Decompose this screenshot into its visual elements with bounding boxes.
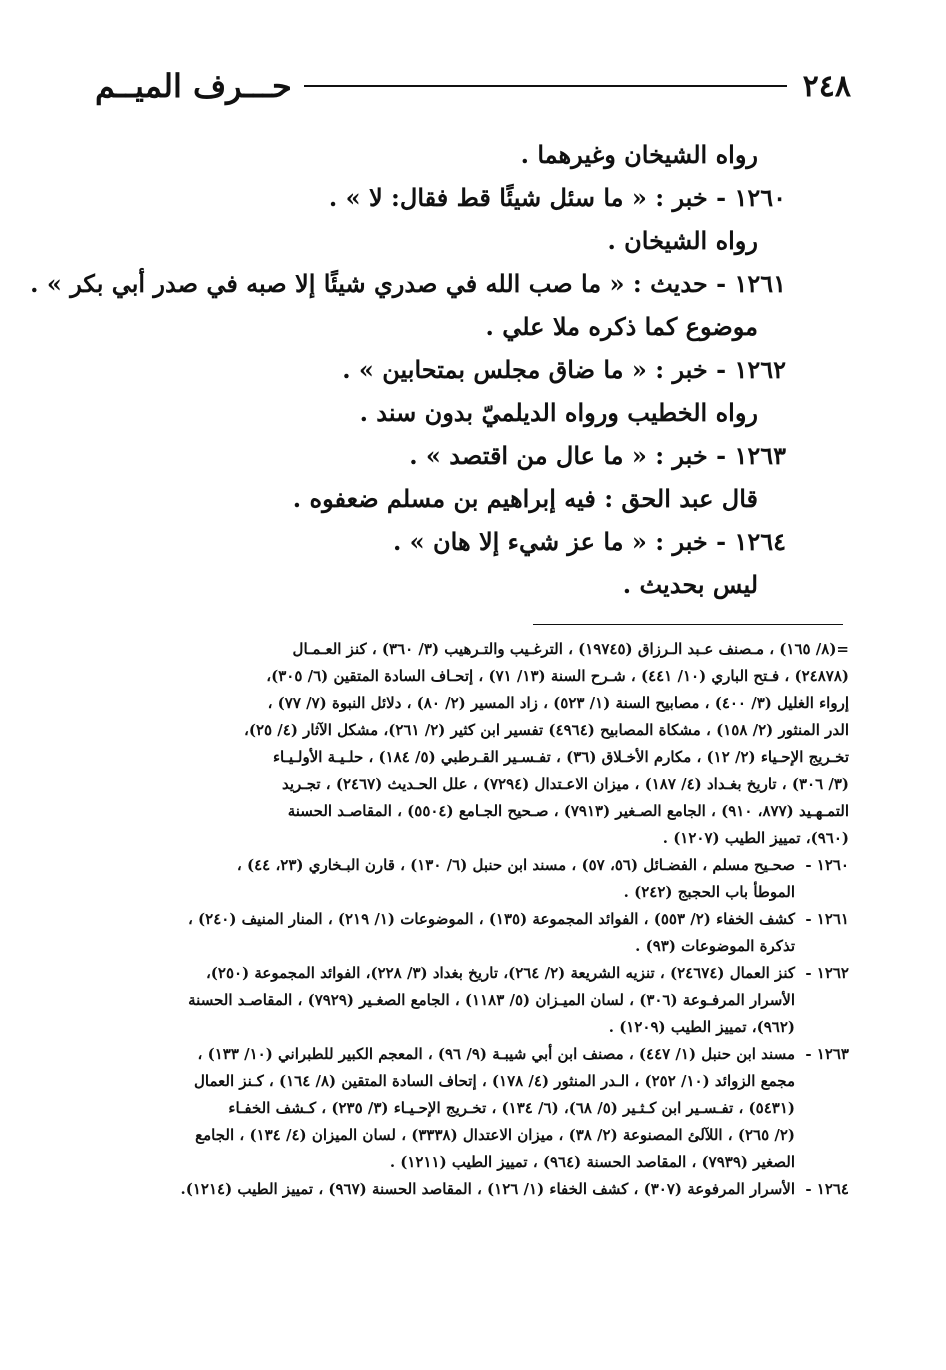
footnote-text: =(٨/ ١٦٥) ، مـصنف عـبد الـرزاق (١٩٧٤٥) ، الترغـيب والتـرهيب (٣/ ٣٦٠) ، كنز العـمـال xyxy=(292,640,849,658)
footnote-line xyxy=(100,1176,849,1203)
footnote-number: ١٢٦٠ - xyxy=(805,856,849,874)
footnote-text: (٢٤٨٧٨) ، فـتح الباري (١٠/ ٤٤١) ، شـرح السنة (١٣/ ٧١) ، إتحـاف السادة المتقين (٦/ ٣٠٥)، xyxy=(266,667,849,685)
footnote-text: (٢/ ٢٦٥) ، اللآلئ المصنوعة (٢/ ٣٨) ، ميزان الاعتدال (٣٣٣٨) ، لسان الميزان (٤/ ١٣٤) ، الجامع xyxy=(195,1126,795,1144)
footnote-line xyxy=(100,879,849,906)
chapter-title: حـــرف الميــم xyxy=(95,67,292,105)
footnote-line xyxy=(100,1041,849,1068)
footnote-text: التمـهـيد (٨٧٧، ٩١٠) ، الجامع الصـغير (٧٩١٣) ، صـحيح الجـامع (٥٥٠٤) ، المقاصـد الحسنة xyxy=(287,802,849,820)
text-line: رواه الخطيب ورواه الديلميّ بدون سند . xyxy=(359,398,758,427)
footnote-separator xyxy=(533,624,843,625)
footnote-number: ١٢٦٢ - xyxy=(805,964,849,982)
footnote-line xyxy=(100,636,849,663)
footnote-line xyxy=(100,771,849,798)
text-line: ١٢٦٢ - خبر : « ما ضاق مجلس بمتحابين » . xyxy=(342,355,786,384)
text-line: ١٢٦١ - حديث : « ما صب الله في صدري شيئًا إلا صبه في صدر أبي بكر » . xyxy=(30,269,786,298)
footnote-line xyxy=(100,717,849,744)
header-rule xyxy=(304,85,787,87)
footnote-line xyxy=(100,987,849,1014)
page-header xyxy=(95,62,851,110)
footnote-text: الأسرار المرفوعة (٣٠٧) ، كشف الخفاء (١/ ١٢٦) ، المقاصد الحسنة (٩٦٧) ، تمييز الطيب (١٢١٤). xyxy=(180,1180,795,1198)
footnote-text: كشف الخفاء (٢/ ٥٥٣) ، الفوائد المجموعة (١٣٥) ، الموضوعات (١/ ٢١٩) ، المنار المنيف (٢٤٠) ، xyxy=(187,910,795,928)
footnote-line xyxy=(100,852,849,879)
footnote-line xyxy=(100,933,849,960)
footnote-text: تخـريج الإحـياء (٢/ ١٢) ، مكارم الأخـلاق (٣٦) ، تفـسـير القـرطبي (٥/ ١٨٤) ، حلـيـة الأولـيـاء xyxy=(272,748,849,766)
footnote-number: ١٢٦٣ - xyxy=(805,1045,849,1063)
footnote-line xyxy=(100,663,849,690)
footnote-text: (٩٦٠)، تمييز الطيب (١٢٠٧) . xyxy=(662,829,849,847)
footnote-line xyxy=(100,1149,849,1176)
main-text xyxy=(30,133,786,606)
footnotes xyxy=(100,636,849,1203)
footnote-line xyxy=(100,1122,849,1149)
footnote-line xyxy=(100,825,849,852)
footnote-text: صحـيح مسلم ، الفضـائل (٥٦، ٥٧) ، مسند ابن حنبل (٦/ ١٣٠) ، قارن البـخاري (٢٣، ٤٤) ، xyxy=(236,856,795,874)
page-number: ٢٤٨ xyxy=(802,68,851,104)
footnote-text: إرواء الغليل (٣/ ٤٠٠) ، مصابيح السنة (١/ ٥٢٣) ، زاد المسير (٢/ ٨٠) ، دلائل النبوة (٧/ ٧٧) ، xyxy=(267,694,849,712)
footnote-number: ١٢٦١ - xyxy=(805,910,849,928)
footnote-text: (٩٦٢)، تمييز الطيب (١٢٠٩) . xyxy=(608,1018,795,1036)
text-line: ١٢٦٠ - خبر : « ما سئل شيئًا قط فقال: لا » . xyxy=(328,183,786,212)
footnote-text: مسند ابن حنبل (١/ ٤٤٧) ، مصنف ابن أبي شيبـة (٩/ ٩٦) ، المعجم الكبير للطبراني (١٠/ ١٣٣) ، xyxy=(197,1045,795,1063)
text-line: قال عبد الحق : فيه إبراهيم بن مسلم ضعفوه . xyxy=(292,484,758,513)
text-line: رواه الشيخان . xyxy=(607,226,758,255)
footnote-text: الأسرار المرفـوعة (٣٠٦) ، لسان الميـزان (٥/ ١١٨٣) ، الجامع الصغـير (٧٩٢٩) ، المقاصـد الحسنة xyxy=(188,991,795,1009)
footnote-line xyxy=(100,690,849,717)
footnote-text: كنز العمال (٢٤٦٧٤) ، تنزيه الشريعة (٢/ ٢٦٤)، تاريخ بغداد (٣/ ٢٢٨)، الفوائد المجموعة (٢٥٠)، xyxy=(205,964,795,982)
footnote-text: مجمع الزوائد (١٠/ ٢٥٢) ، الـدر المنثور (٤/ ١٧٨) ، إتحاف السادة المتقين (٨/ ١٦٤) ، كـنز العمال xyxy=(194,1072,795,1090)
footnote-text: (٣/ ٣٠٦) ، تاريخ بغـداد (٤/ ١٨٧) ، ميزان الاعـتدال (٧٢٩٤) ، علل الحـديث (٢٤٦٧) ، تجـريد xyxy=(282,775,849,793)
footnote-text: تذكرة الموضوعات (٩٣) . xyxy=(635,937,795,955)
footnote-line xyxy=(100,906,849,933)
footnote-text: الدر المنثور (٢/ ١٥٨) ، مشكاة المصابيح (٤٩٦٤) تفسير ابن كثير (٢/ ٢٦١)، مشكل الآثار (٤/ ٢٥)، xyxy=(244,721,849,739)
footnote-number: ١٢٦٤ - xyxy=(805,1180,849,1198)
footnote-line xyxy=(100,798,849,825)
footnote-text: الصغير (٧٩٣٩) ، المقاصد الحسنة (٩٦٤) ، تمييز الطيب (١٢١١) . xyxy=(389,1153,795,1171)
text-line: رواه الشيخان وغيرهما . xyxy=(520,140,758,169)
footnote-line xyxy=(100,1095,849,1122)
footnote-line xyxy=(100,1068,849,1095)
footnote-text: (٥٤٣١) ، تفـسـير ابن كـثـير (٥/ ٦٨)، (٦/ ١٣٤) ، تخـريج الإحـيـاء (٣/ ٢٣٥) ، كـشف الخفـاء xyxy=(228,1099,795,1117)
text-line: ١٢٦٣ - خبر : « ما عال من اقتصد » . xyxy=(409,441,786,470)
footnote-text: الموطأ باب الحجبج (٢٤٢) . xyxy=(623,883,795,901)
text-line: ١٢٦٤ - خبر : « ما عز شيء إلا هان » . xyxy=(392,527,786,556)
text-line: موضوع كما ذكره ملا علي . xyxy=(485,312,758,341)
footnote-line xyxy=(100,744,849,771)
footnote-line xyxy=(100,960,849,987)
footnote-line xyxy=(100,1014,849,1041)
text-line: ليس بحديث . xyxy=(622,570,758,599)
